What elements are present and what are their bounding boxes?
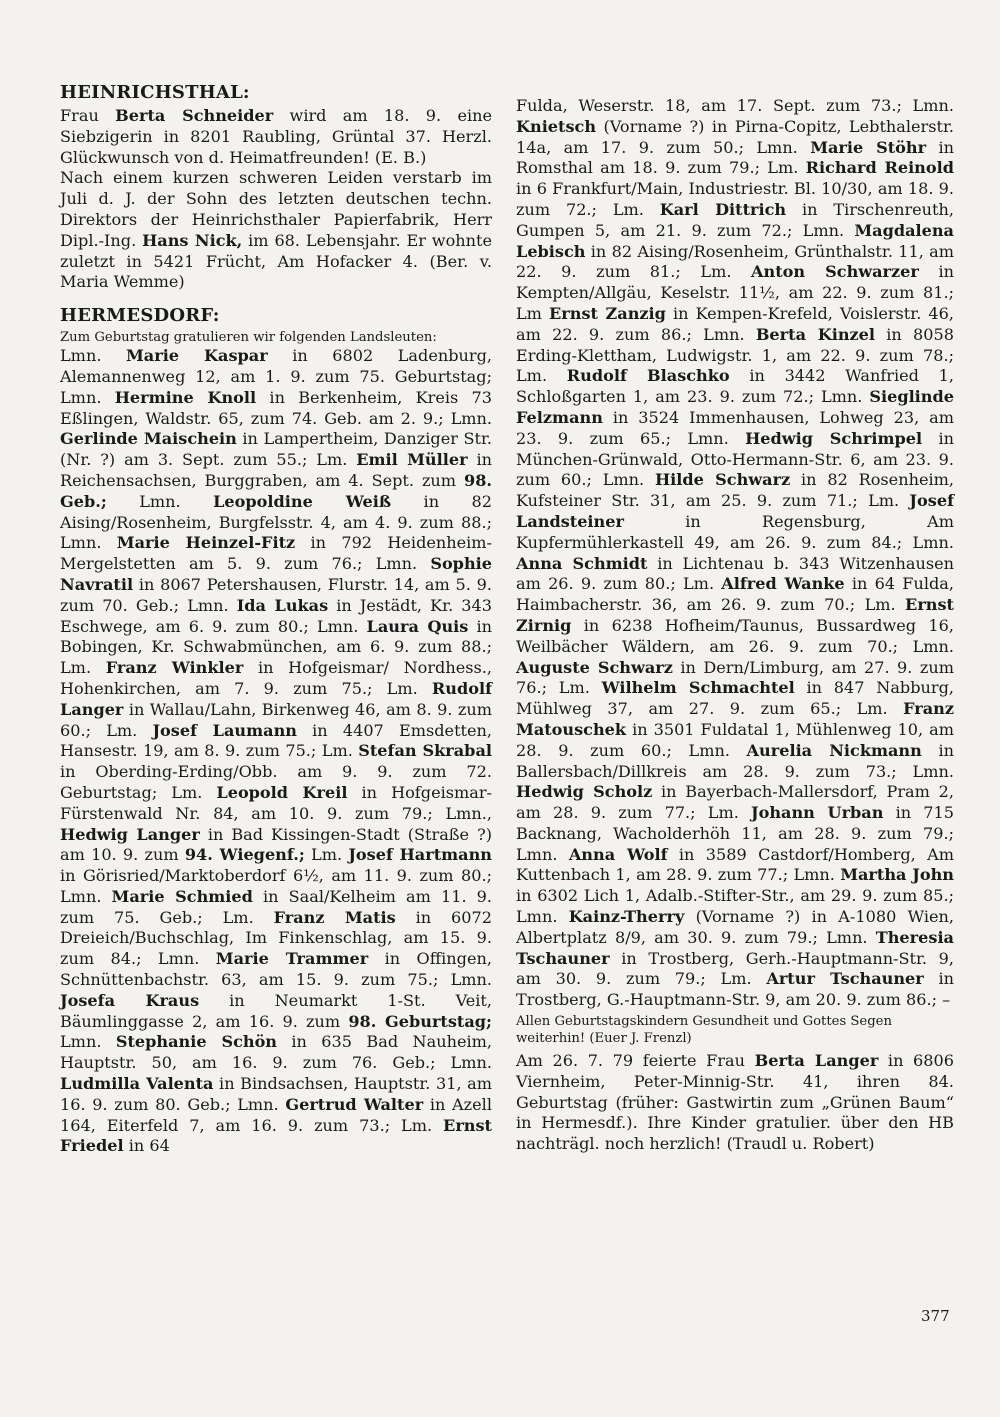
text-run: in Berkenheim, Kreis 73 Eßlingen, Waldstr. 65, zum 74. Geb. am 2. 9.; Lmn. [60,387,493,428]
text-run: in Hofgeismar-Fürstenwald Nr. 84, am 10. 9. zum 79.; Lmn., [60,782,492,823]
bold-name: Anna Schmidt [516,553,648,573]
bold-name: Berta Langer [754,1051,879,1071]
bold-name: Aurelia Nickmann [746,740,922,760]
text-run: in Kempen-Krefeld, Voislerstr. 46, am 22. 9. zum 86.; Lmn. [516,303,954,344]
bold-name: Marie Schmied [111,886,253,906]
text-run: in Azell 164, Eiterfeld 7, am 16. 9. zum 73.; Lm. [60,1094,492,1135]
paragraph [60,346,492,1157]
text-run: in Hofgeismar/ Nordhess., Hohenkirchen, am 7. 9. zum 75.; Lm. [60,658,492,698]
bold-name: Franz Matouschek [516,699,954,739]
bold-name: Theresia Tschauner [516,927,954,968]
bold-name: Stefan Skrabal [358,741,492,761]
bold-name: Laura Quis [366,616,469,636]
text-run: wird am 18. 9. eine Siebzigerin in 8201 Raubling, Grüntal 37. Herzl. Glückwunsch von d. Heimatfreunden! (E. B.) [60,106,493,167]
bold-name: Hedwig Schrimpel [745,428,923,448]
section-heading-heinrichsthal: HEINRICHSTHAL: [60,82,250,103]
bold-name: Josef Laumann [152,720,297,740]
bold-name: Stephanie Schön [115,1032,277,1052]
text-run: in 64 [123,1136,170,1156]
bold-name: Franz Winkler [105,658,244,678]
bold-name: Knietsch [516,116,597,136]
bold-name: Richard Reinold [805,158,954,178]
text-run: in 3589 Castdorf/Homberg, Am Kuttenbach 1, am 28. 9. zum 77.; Lmn. [516,844,955,885]
bold-name: Ernst Zanzig [549,303,666,323]
paragraph [60,106,492,168]
bold-name: 94. Wiegenf.; [184,845,305,865]
bold-name: Magdalena Lebisch [516,220,954,261]
text-run: in 6238 Hofheim/Taunus, Bussardweg 16, Weilbächer Wäldern, am 26. 9. zum 70.; Lmn. [516,615,954,656]
bold-name: Leopold Kreil [216,782,348,802]
text-run: in Kempten/Allgäu, Keselstr. 11½, am 22. 9. zum 81.; Lm [516,262,954,323]
text-run: in Lichtenau b. 343 Witzenhausen am 26. 9. zum 80.; Lm. [516,553,954,594]
bold-name: Karl Dittrich [659,199,787,219]
text-run: in 3442 Wanfried 1, Schloßgarten 1, am 23. 9. zum 72.; Lmn. [516,366,955,407]
text-run: Fulda, Weserstr. 18, am 17. Sept. zum 73.; Lmn. [516,96,954,115]
left-column [60,82,492,1157]
text-run: in 6806 Viernheim, Peter-Minnig-Str. 41, ihren 84. Geburtstag (früher: Gastwirtin zum „Grünen Baum“ in Hermesdf.). Ihre Kinder gratulier. über den HB nachträgl. noch herzlich! (Traudl u. Robert) [516,1051,955,1154]
bold-name: Hilde Schwarz [654,470,791,490]
bold-name: Rudolf Langer [60,678,492,719]
text-run: in 64 Fulda, Haimbacherstr. 36, am 26. 9. zum 70.; Lm. [516,574,954,615]
paragraph [516,1051,954,1155]
text-run: in 4407 Emsdetten, Hansestr. 19, am 8. 9. zum 75.; Lm. [60,720,493,761]
bold-name: Hermine Knoll [114,387,257,407]
bold-name: Ida Lukas [236,595,329,615]
text-run: Lmn. [60,346,126,366]
bold-name: Ernst Zirnig [516,595,954,635]
text-run: in Dern/Limburg, am 27. 9. zum 76.; Lm. [516,657,954,698]
paragraph [516,96,954,1011]
text-run: in Neumarkt 1-St. Veit, Bäumlinggasse 2, am 16. 9. zum [60,990,492,1031]
text-run: in Bad Kissingen-Stadt (Straße ?) am 10. 9. zum [60,824,492,865]
text-run: in Bindsachsen, Hauptstr. 31, am 16. 9. zum 80. Geb.; Lmn. [60,1074,492,1114]
text-run: Am 26. 7. 79 feierte Frau [516,1051,755,1071]
text-run: in Lampertheim, Danziger Str. (Nr. ?) am 3. Sept. zum 55.; Lm. [60,429,492,470]
text-run: in Görisried/Marktoberdorf 6½, am 11. 9. zum 80.; Lmn. [60,866,492,906]
text-run: Lmn. [106,491,214,511]
section-heading-hermesdorf: HERMESDORF: [60,305,220,327]
text-run: in Tirschenreuth, Gumpen 5, am 21. 9. zum 72.; Lmn. [516,199,954,240]
intro-text: Zum Geburtstag gratulieren wir folgenden Landsleuten: [60,330,437,346]
right-column [516,96,954,1155]
bold-name: Hedwig Langer [60,824,200,844]
bold-name: 98. Geb.; [60,470,492,511]
page-number: 377 [921,1307,950,1325]
text-run: in 6302 Lich 1, Adalb.-Stifter-Str., am 29. 9. zum 85.; Lmn. [516,886,954,927]
bold-name: Hans Nick, [142,230,243,250]
bold-name: Hedwig Scholz [516,782,653,802]
text-run: in Jestädt, Kr. 343 Eschwege, am 6. 9. zum 80.; Lmn. [60,595,493,636]
bold-name: Ludmilla Valenta [60,1074,214,1094]
text-run: in Saal/Kelheim am 11. 9. zum 75. Geb.; Lm. [60,886,492,927]
bold-name: Martha John [840,865,955,885]
text-run: (Vorname ?) in Pirna-Copitz, Lebthalerstr. 14a, am 17. 9. zum 50.; Lmn. [516,116,954,157]
paragraph [60,168,492,293]
text-run: in Offingen, Schnüttenbachstr. 63, am 15. 9. zum 75.; Lmn. [60,949,492,990]
bold-name: Franz Matis [273,907,396,927]
bold-name: Sophie Navratil [60,554,492,594]
text-run: in 6802 Ladenburg, Alemannenweg 12, am 1. 9. zum 75. Geburtstag; Lmn. [60,346,493,407]
text-run: in Bayerbach-Mallersdorf, Pram 2, am 28. 9. zum 77.; Lm. [516,782,954,823]
bold-name: Rudolf Blaschko [566,366,730,386]
text-run: in 6 Frankfurt/Main, Industriestr. Bl. 10/30, am 18. 9. zum 72.; Lm. [516,179,954,219]
bold-name: Marie Stöhr [810,137,927,157]
bold-name: Wilhelm Schmachtel [601,678,795,698]
bold-name: Johann Urban [751,803,884,823]
text-run: in 3524 Immenhausen, Lohweg 23, am 23. 9. zum 65.; Lmn. [516,407,954,448]
text-run: in 6072 Dreieich/Buchschlag, Im Finkenschlag, am 15. 9. zum 84.; Lmn. [60,907,493,969]
text-run: in Trostberg, Gerh.-Hauptmann-Str. 9, am 30. 9. zum 79.; Lm. [516,948,954,989]
bold-name: Ernst Friedel [60,1115,492,1156]
text-run: in 792 Heidenheim-Mergelstetten am 5. 9. zum 76.; Lmn. [60,533,492,574]
bold-name: Gerlinde Maischein [60,429,237,449]
bold-name: Kainz-Therry [568,907,685,927]
text-run: Lm. [304,845,349,865]
bold-name: Berta Kinzel [755,324,876,344]
text-run: in 82 Aising/Rosenheim, Grünthalstr. 11, am 22. 9. zum 81.; Lm. [516,241,954,282]
bold-name: Sieglinde Felzmann [516,387,954,427]
bold-name: Leopoldine Weiß [213,491,392,511]
bold-name: Artur Tschauner [766,969,924,989]
text-run: in 82 Aising/Rosenheim, Burgfelsstr. 4, am 4. 9. zum 88.; Lmn. [60,491,492,553]
bold-name: Alfred Wanke [721,574,845,594]
text-run: (Vorname ?) in A-1080 Wien, Albertplatz 8/9, am 30. 9. zum 79.; Lmn. [516,907,954,947]
text-run: in 715 Backnang, Wacholderhöh 11, am 28. 9. zum 79.; Lmn. [516,803,954,864]
bold-name: 98. Geburtstag; [348,1011,492,1031]
text-run: im 68. Lebensjahr. Er wohnte zuletzt in 5421 Frücht, Am Hofacker 4. (Ber. v. Maria Wemme) [60,230,492,292]
bold-name: Marie Heinzel-Fitz [116,533,296,553]
bold-name: Emil Müller [356,450,468,470]
bold-name: Marie Kaspar [125,346,268,366]
bold-name: Josef Landsteiner [516,491,954,531]
text-run: in München-Grünwald, Otto-Hermann-Str. 6, am 23. 9. zum 60.; Lmn. [516,428,954,490]
bold-name: Josef Hartmann [348,845,493,865]
text-run: in Oberding-Erding/Obb. am 9. 9. zum 72. Geburtstag; Lm. [60,762,492,802]
bold-name: Marie Trammer [215,949,369,969]
bold-name: Auguste Schwarz [516,657,673,677]
text-run: in Trostberg, G.-Hauptmann-Str. 9, am 20. 9. zum 86.; – [516,969,954,1010]
bold-name: Josefa Kraus [60,990,200,1010]
bold-name: Anton Schwarzer [751,262,919,282]
bold-name: Gertrud Walter [285,1094,424,1114]
bold-name: Anna Wolf [568,844,668,864]
text-run: in 82 Rosenheim, Kufsteiner Str. 31, am 25. 9. zum 71.; Lm. [516,470,954,511]
closing-greeting: Allen Geburtstagskindern Gesundheit und Gottes Segen weiterhin! (Euer J. Frenzl) [516,1014,892,1047]
text-run: in Wallau/Lahn, Birkenweg 46, am 8. 9. zum 60.; Lm. [60,699,492,740]
text-run: in 8058 Erding-Klettham, Ludwigstr. 1, am 22. 9. zum 78.; Lm. [516,324,954,386]
text-run: in Bobingen, Kr. Schwabmünchen, am 6. 9. zum 88.; Lm. [60,616,492,678]
text-run: in 847 Nabburg, Mühlweg 37, am 27. 9. zum 65.; Lm. [516,678,954,719]
text-run: in 8067 Petershausen, Flurstr. 14, am 5. 9. zum 70. Geb.; Lmn. [60,574,492,615]
text-run: in Regensburg, Am Kupfermühlerkastell 49, am 26. 9. zum 84.; Lmn. [516,511,954,552]
text-run: Frau [60,106,116,125]
bold-name: Berta Schneider [115,106,274,125]
text-run: Nach einem kurzen schweren Leiden verstarb im Juli d. J. der Sohn des letzten deutschen techn. Direktors der Heinrichsthaler Papierfabrik, Herr Dipl.-Ing. [60,168,492,250]
text-run: in Romsthal am 18. 9. zum 79.; Lm. [516,137,954,178]
text-run: Lmn. [60,1032,116,1052]
text-run: in 3501 Fuldatal 1, Mühlenweg 10, am 28. 9. zum 60.; Lmn. [516,719,954,760]
text-run: in Reichensachsen, Burggraben, am 4. Sept. zum [60,450,492,490]
text-run: in 635 Bad Nauheim, Hauptstr. 50, am 16. 9. zum 76. Geb.; Lmn. [60,1032,492,1073]
text-run: in Ballersbach/Dillkreis am 28. 9. zum 73.; Lmn. [516,740,954,781]
